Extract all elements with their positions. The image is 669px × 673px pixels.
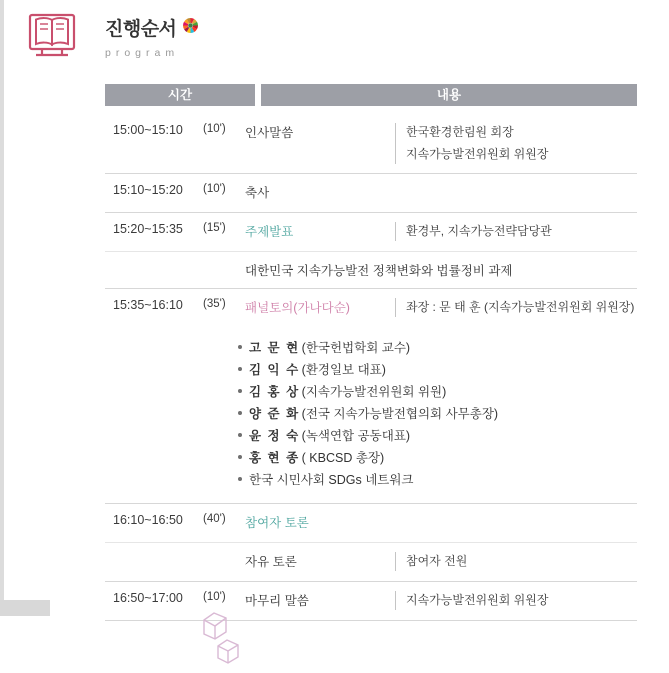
- cell-time: 15:00~15:10: [113, 123, 183, 137]
- cell-duration: (10'): [203, 183, 226, 195]
- panelist-affiliation: (환경일보 대표): [301, 363, 386, 377]
- description-line: 지속가능발전위원회 위원장: [406, 593, 549, 607]
- table-row: [105, 174, 637, 213]
- bullet-icon: [238, 389, 242, 393]
- cell-time: 15:10~15:20: [113, 183, 183, 197]
- description-line: 환경부, 지속가능전략담당관: [406, 224, 552, 238]
- cell-description: [395, 591, 637, 610]
- panelist-name: 윤 정 숙: [249, 429, 300, 443]
- topic-text: 대한민국 지속가능발전 정책변화와 법률정비 과제: [245, 264, 513, 278]
- column-header-content: 내용: [261, 84, 637, 106]
- table-body: [105, 114, 637, 621]
- list-item: [238, 447, 637, 469]
- cell-time: 15:35~16:10: [113, 298, 183, 312]
- cell-duration: (10'): [203, 123, 226, 135]
- page-subtitle: program: [105, 47, 180, 59]
- panelist-list: [105, 327, 637, 504]
- panelist-name: 김 익 수: [249, 363, 300, 377]
- cell-duration: (10'): [203, 591, 226, 603]
- cell-label: 축사: [245, 186, 270, 200]
- cell-label: 참여자 토론: [245, 516, 309, 530]
- panelist-affiliation: (전국 지속가능발전협의회 사무총장): [301, 407, 499, 421]
- bullet-icon: [238, 433, 242, 437]
- column-header-time: 시간: [105, 84, 255, 106]
- cell-label: 주제발표: [245, 225, 294, 239]
- bullet-icon: [238, 455, 242, 459]
- list-item: [238, 381, 637, 403]
- panelist-name: 홍 현 종: [249, 451, 300, 465]
- description-line: 한국환경한림원 회장: [406, 125, 514, 139]
- table-row-fulltext: [105, 252, 637, 289]
- panelist-affiliation: ( KBCSD 총장): [301, 451, 385, 465]
- bullet-icon: [238, 367, 242, 371]
- decorative-cubes: [196, 608, 276, 668]
- table-row: [105, 289, 637, 327]
- cell-label: 인사말씀: [245, 126, 294, 140]
- bullet-icon: [238, 345, 242, 349]
- list-item: [238, 337, 637, 359]
- table-row: [105, 504, 637, 543]
- cell-duration: (15'): [203, 222, 226, 234]
- sdg-wheel-icon: [182, 17, 199, 39]
- list-item: [238, 359, 637, 381]
- book-icon: [28, 12, 76, 58]
- list-item: [238, 403, 637, 425]
- left-accent-block: [0, 600, 50, 616]
- table-row: [105, 114, 637, 174]
- list-item: [238, 425, 637, 447]
- panelist-name: 양 준 화: [249, 407, 300, 421]
- table-row: [105, 213, 637, 252]
- cell-label: 자유 토론: [245, 555, 297, 569]
- cell-description: [395, 222, 637, 241]
- panelist-affiliation: (지속가능발전위원회 위원): [301, 385, 447, 399]
- bullet-icon: [238, 477, 242, 481]
- cell-description: [395, 298, 637, 317]
- table-header-row: [105, 84, 637, 106]
- panelist-name: 한국 시민사회 SDGs 네트워크: [249, 473, 414, 487]
- panelist-affiliation: (한국헌법학회 교수): [301, 341, 411, 355]
- description-line: 좌장 : 문 태 훈 (지속가능발전위원회 위원장): [406, 300, 635, 314]
- title-area: [105, 14, 199, 59]
- table-row: [105, 543, 637, 582]
- cell-duration: (40'): [203, 513, 226, 525]
- left-accent-rail: [0, 0, 4, 600]
- bullet-icon: [238, 411, 242, 415]
- panelist-name: 김 홍 상: [249, 385, 300, 399]
- list-item: [238, 469, 637, 491]
- description-line: 참여자 전원: [406, 554, 468, 568]
- cell-label: 패널토의(가나다순): [245, 301, 350, 315]
- page-title: 진행순서: [105, 19, 177, 40]
- cell-description: [395, 552, 637, 571]
- panelist-affiliation: (녹색연합 공동대표): [301, 429, 411, 443]
- cell-time: 16:50~17:00: [113, 591, 183, 605]
- cell-label: 마무리 말씀: [245, 594, 309, 608]
- page-header: [0, 0, 669, 76]
- panelist-name: 고 문 현: [249, 341, 300, 355]
- cell-duration: (35'): [203, 298, 226, 310]
- cell-time: 15:20~15:35: [113, 222, 183, 236]
- description-line: 지속가능발전위원회 위원장: [406, 147, 549, 161]
- program-table: [105, 84, 637, 621]
- table-row: [105, 582, 637, 621]
- cell-description: [395, 123, 637, 164]
- cell-time: 16:10~16:50: [113, 513, 183, 527]
